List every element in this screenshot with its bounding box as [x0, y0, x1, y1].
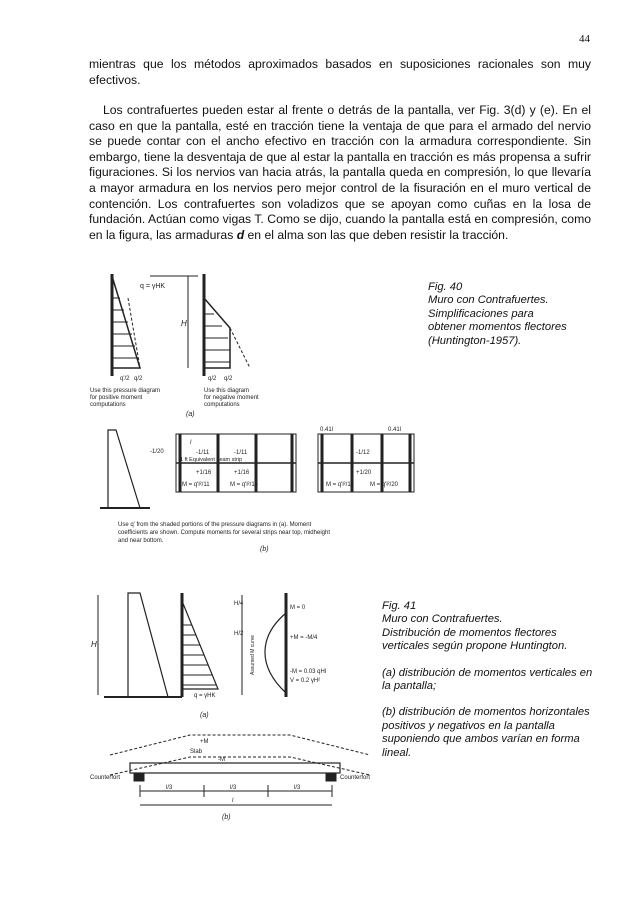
- fig41-caption-title: [382, 600, 597, 654]
- fig40-q-left-1: q'/2: [120, 376, 130, 382]
- fig40-moment-far: M = q'l²/20: [370, 482, 398, 488]
- fig41-third-left: l/3: [166, 785, 173, 791]
- fig41-counterfort-left: Counterfort: [90, 775, 121, 781]
- fig40-coef-pos-b: +1/16: [234, 470, 250, 476]
- fig41-caption-b: (b) distribución de momentos horizontales positivos y negativos en la pantalla suponiendo que ambos varían en forma lineal.: [382, 706, 590, 759]
- fig40-note-right: Use this diagram for negative moment computations: [204, 388, 259, 408]
- fig41-positive-envelope: [110, 735, 370, 755]
- fig40-note-left: Use this pressure diagram for positive moment computations: [90, 388, 161, 408]
- fig41-v-label: V = 0.2 γH²: [290, 678, 321, 684]
- fig40-height-label: H: [181, 319, 187, 328]
- fig41-h2-label: H/2: [234, 631, 244, 637]
- fig40-span-1: l: [190, 440, 192, 446]
- fig41-span-total: l: [232, 798, 234, 804]
- paragraph-text-b: en el alma son las que deben resistir la tracción.: [244, 227, 509, 242]
- fig40-q-right-1: q/2: [208, 376, 217, 382]
- fig40-span-short-left: 0.41l: [320, 427, 334, 433]
- fig41-counterfort-right: Counterfort: [340, 775, 370, 781]
- fig40-caption-line-4: obtener momentos flectores: [428, 321, 567, 334]
- fig40-moment-mid: M = q'l²/16: [230, 482, 258, 488]
- fig41-counterfort-right-block: [326, 773, 336, 781]
- fig41-third-right: l/3: [294, 785, 301, 791]
- fig40-caption-line-3: Simplificaciones para: [428, 307, 534, 320]
- fig40-panel-a-label: (a): [186, 411, 195, 418]
- fig40-pressure-label: q = γHK: [140, 283, 166, 290]
- fig40-coef-pos-a: +1/16: [196, 470, 212, 476]
- fig40-q-right-2: q/2: [224, 376, 233, 382]
- fig41-m-mid-label: +M = -M/4: [290, 635, 318, 641]
- fig40-q-left-2: q/2: [134, 376, 143, 382]
- fig40-caption-line-2: Muro con Contrafuertes.: [428, 294, 549, 307]
- fig40-coef-pos-c: +1/20: [356, 470, 372, 476]
- fig40-panel-b-label: (b): [260, 546, 269, 553]
- fig41-m-base-label: -M = 0.03 qHl: [290, 669, 327, 675]
- fig41-negative-envelope: [110, 757, 370, 775]
- figure-41-caption: [382, 600, 597, 773]
- fig40-strip-label: 1 ft Equivalent beam strip: [180, 457, 243, 463]
- paragraph-text-a: Los contrafuertes pueden estar al frente o detrás de la pantalla, ver Fig. 3(d) y (e). En el caso en que la pantalla, esté en tracción tiene la ventaja de que para el armado del nervio se puede contar con el ancho efectivo en tracción con la armadura correspondiente. Sin embargo, tiene la desventaja de que al estar la pantalla en tracción es más propensa a sufrir figuraciones. Si los nervios van hacia atrás, la pantalla queda en compresión, lo que llevaría a mayor armadura en los nervios pero mejor control de la fisuración en el muro vertical de contención. Los contrafuertes son voladizos que se apoyan como cuñas en la losa de fundación. Actúan como vigas T. Como se dijo, cuando la pantalla está en compresión, como en la figura, las armaduras: [89, 103, 591, 242]
- fig40-caption-line-5: (Huntington-1957).: [428, 334, 522, 347]
- fig41-h4-label: H/4: [234, 601, 244, 607]
- paragraph-contrafuertes: [89, 103, 591, 243]
- fig41-assumed-label: Assumed M curve: [250, 634, 256, 675]
- fig41-counterfort-left-block: [134, 773, 144, 781]
- figure-41-drawing: [90, 585, 370, 823]
- fig40-counterfort-section: [108, 430, 140, 508]
- fig41-caption-line-1: Fig. 41: [382, 600, 417, 612]
- fig41-moment-curve: [265, 613, 286, 693]
- fig41-plus-m: +M: [200, 739, 209, 745]
- page-number: 44: [579, 33, 590, 45]
- fig41-panel-a-label: (a): [200, 712, 209, 719]
- paragraph-bold-d: d: [236, 227, 245, 242]
- fig40-moment-right: M = q'l²/12: [326, 482, 354, 488]
- fig41-counterfort: [128, 593, 168, 697]
- fig40-span-short-right: 0.41l: [388, 427, 402, 433]
- fig41-caption-a: (a) distribución de momentos verticales en la pantalla;: [382, 666, 593, 693]
- fig41-height-label: H: [91, 640, 97, 649]
- fig41-m0-label: M = 0: [290, 605, 306, 611]
- fig40-coef-neg-end: -1/20: [150, 449, 164, 455]
- fig40-moment-left: M = q'l²/11: [182, 482, 210, 488]
- figure-40-caption: [428, 281, 598, 348]
- figure-40-drawing: [90, 268, 420, 553]
- fig40-coef-neg-b: -1/11: [234, 450, 248, 456]
- fig40-caption-line-1: Fig. 40: [428, 281, 463, 293]
- paragraph-intro: mientras que los métodos aproximados basados en suposiciones racionales son muy efectivos.: [89, 57, 591, 87]
- fig41-caption-line-2: Muro con Contrafuertes.: [382, 613, 503, 626]
- fig40-coef-neg-a: -1/11: [196, 450, 210, 456]
- fig41-third-mid: l/3: [230, 785, 237, 791]
- fig41-caption-line-4: verticales según propone Huntington.: [382, 640, 568, 653]
- fig40-coef-neg-mid: -1/12: [356, 450, 370, 456]
- fig41-caption-line-3: Distribución de momentos flectores: [382, 626, 557, 639]
- fig41-pressure-label: q = γHK: [194, 693, 216, 699]
- fig41-panel-b-label: (b): [222, 814, 231, 821]
- fig40-trapezoid-right: [204, 298, 230, 368]
- fig40-note-b: Use q' from the shaded portions of the pressure diagrams in (a). Moment coefficients are shown. Compute moments for several strips near top, midheight and near bottom.: [118, 522, 330, 544]
- fig41-slab-label: Slab: [190, 749, 203, 755]
- fig41-slab: [130, 763, 340, 773]
- fig41-minus-m: -M: [218, 757, 225, 763]
